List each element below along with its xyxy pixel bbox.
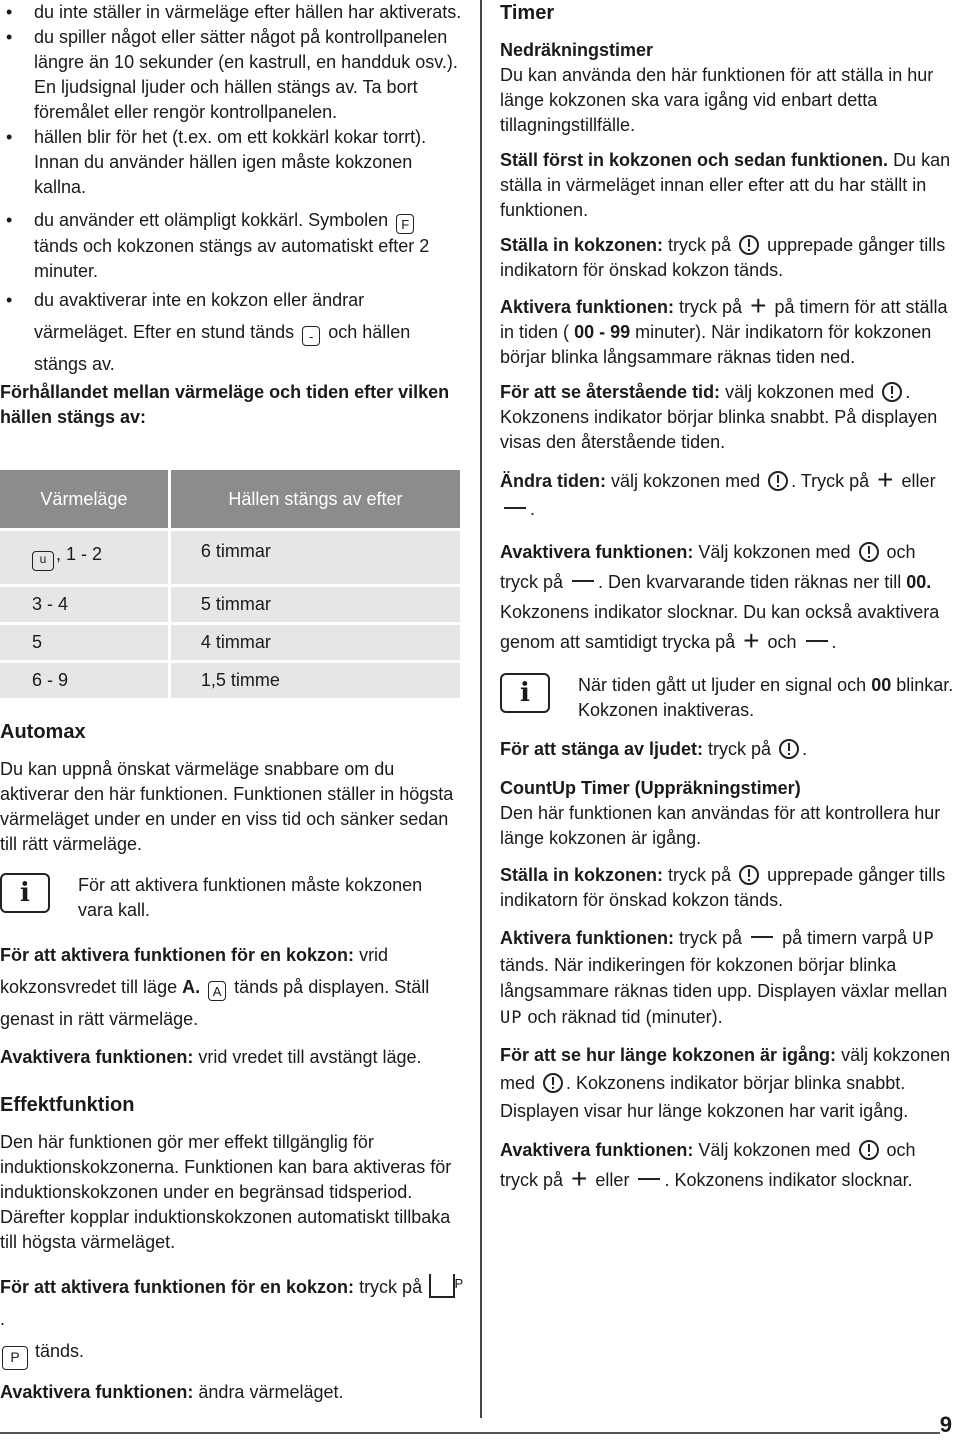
automax-activate: För att aktivera funktionen för en kokzon: vrid kokzonsvredet till läge A. A tänds på displayen. Ställ genast in rätt värmeläge. [0,945,430,1029]
automax-title: Automax [0,721,86,743]
shutoff-table [0,470,460,701]
table-header: Hällen stängs av efter [169,470,460,530]
timer-icon [739,235,759,255]
footer-rule [0,1432,940,1434]
bullet-item: • du avaktiverar inte en kokzon eller ändrar värmeläget. Efter en stund tänds - och hällen stängs av. [0,284,462,380]
bullet-item: • du inte ställer in värmeläge efter hällen har aktiverats. [0,0,462,25]
a-symbol-icon: A [208,981,226,1001]
timer-icon [859,542,879,562]
f-symbol-icon: F [396,214,414,234]
effekt-activate: För att aktivera funktionen för en kokzon: tryck på P. P tänds. [0,1271,462,1370]
effekt-body: Den här funktionen gör mer effekt tillgänglig för induktionskokzonerna. Funktionen kan bara aktiveras för induktionskokzonen under en begränsad tidsperiod. Därefter kopplar induktionskokzonen automatiskt tillbaka till högsta värmeläget. [0,1132,452,1252]
table-header: Värmeläge [0,470,169,530]
countup-deactivate: Avaktivera funktionen: Välj kokzonen med och tryck på + eller . Kokzonens indikator slocknar. [500,1140,916,1194]
stop-sound: För att stänga av ljudet: tryck på . [500,739,808,759]
table-row: u , 1 - 2 6 timmar [0,530,460,586]
p-symbol-icon: P [2,1346,28,1370]
countdown-remaining: För att se återstående tid: välj kokzonen med . Kokzonens indikator börjar blinka snabbt. På displayen visas den återstående tiden. [500,382,938,452]
timer-icon [882,382,902,402]
left-column [0,0,462,1405]
countdown-body: Du kan använda den här funktionen för att ställa in hur länge kokzonen ska vara igång vid enbart detta tillagningstillfälle. [500,65,934,135]
countup-body: Den här funktionen kan användas för att kontrollera hur länge kokzonen är igång. [500,803,941,848]
minus-icon [751,936,773,938]
page-number: 9 [939,1412,952,1437]
column-divider [480,0,482,1418]
timer-icon [779,739,799,759]
power-boost-icon [429,1274,455,1298]
countup-see: För att se hur länge kokzonen är igång: välj kokzonen med . Kokzonens indikator börjar blinka snabbt. Displayen visar hur länge kokzonen har varit igång. [500,1045,951,1121]
keep-warm-icon: u [32,551,54,571]
minus-icon [638,1178,660,1180]
right-column [500,0,956,1195]
table-row: 5 4 timmar [0,624,460,662]
timer-info-note: i När tiden gått ut ljuder en signal och 00 blinkar. Kokzonen inaktiveras. [500,673,956,723]
bullet-item: • du spiller något eller sätter något på kontrollpanelen längre än 10 sekunder (en kastrull, en handduk osv.). En ljudsignal ljuder och hällen stängs av. Ta bort föremålet eller rengör kontrollpanelen. [0,25,462,125]
info-icon: i [500,673,550,713]
effekt-deactivate: Avaktivera funktionen: ändra värmeläget. [0,1382,344,1402]
countup-set: Ställa in kokzonen: tryck på upprepade gånger tills indikatorn för önskad kokzon tänds. [500,865,946,910]
up-display-symbol: UP [500,1008,523,1028]
countdown-title: Nedräkningstimer [500,40,654,60]
countdown-deactivate: Avaktivera funktionen: Välj kokzonen med och tryck på . Den kvarvarande tiden räknas ner till 00. Kokzonens indikator slocknar. Du kan också avaktivera genom att samtidigt trycka på + och . [500,542,940,656]
table-row: 3 - 4 5 timmar [0,586,460,624]
bullet-item: • du använder ett olämpligt kokkärl. Symbolen F tänds och kokzonen stängs av automatiskt efter 2 minuter. [0,208,462,284]
timer-icon [543,1073,563,1093]
countup-title: CountUp Timer (Uppräkningstimer) [500,778,801,798]
timer-icon [768,471,788,491]
automax-deactivate: Avaktivera funktionen: vrid vredet till avstängt läge. [0,1047,422,1067]
countdown-first: Ställ först in kokzonen och sedan funktionen. Du kan ställa in värmeläget innan eller efter att du har ställt in funktionen. [500,150,951,220]
countdown-change: Ändra tiden: välj kokzonen med . Tryck på + eller . [500,464,936,519]
minus-icon [504,507,526,509]
bullet-item: • hällen blir för het (t.ex. om ett kokkärl kokar torrt). Innan du använder hällen igen måste kokzonen kallna. [0,125,462,200]
plus-icon: + [571,1163,588,1194]
plus-icon: + [750,290,767,321]
countup-activate: Aktivera funktionen: tryck på på timern varpå UP tänds. När indikeringen för kokzonen börjar blinka långsammare räknas tiden upp. Displayen växlar mellan UP och räknad tid (minuter). [500,928,948,1028]
dash-symbol-icon: - [302,326,320,346]
automax-info-note: i För att aktivera funktionen måste kokzonen vara kall. [0,873,462,923]
timer-title: Timer [500,2,555,24]
countdown-set: Ställa in kokzonen: tryck på upprepade gånger tills indikatorn för önskad kokzon tänds. [500,235,946,280]
table-row: 6 - 9 1,5 timme [0,662,460,700]
effekt-title: Effektfunktion [0,1094,135,1116]
info-icon: i [0,873,50,913]
up-display-symbol: UP [912,929,935,949]
minus-icon [572,580,594,582]
countdown-activate: Aktivera funktionen: tryck på + på timern för att ställa in tiden ( 00 - 99 minuter). När indikatorn för kokzonen börjar blinka långsammare räknas tiden ned. [500,290,948,367]
plus-icon: + [743,625,760,656]
automax-body: Du kan uppnå önskat värmeläge snabbare om du aktiverar den här funktionen. Funktionen ställer in högsta värmeläget under en under en viss tid och sänker sedan till rätt värmeläge. [0,759,454,854]
plus-icon: + [877,464,894,495]
timer-icon [739,865,759,885]
table-heading: Förhållandet mellan värmeläge och tiden efter vilken hällen stängs av: [0,382,450,427]
timer-icon [859,1140,879,1160]
minus-icon [806,640,828,642]
